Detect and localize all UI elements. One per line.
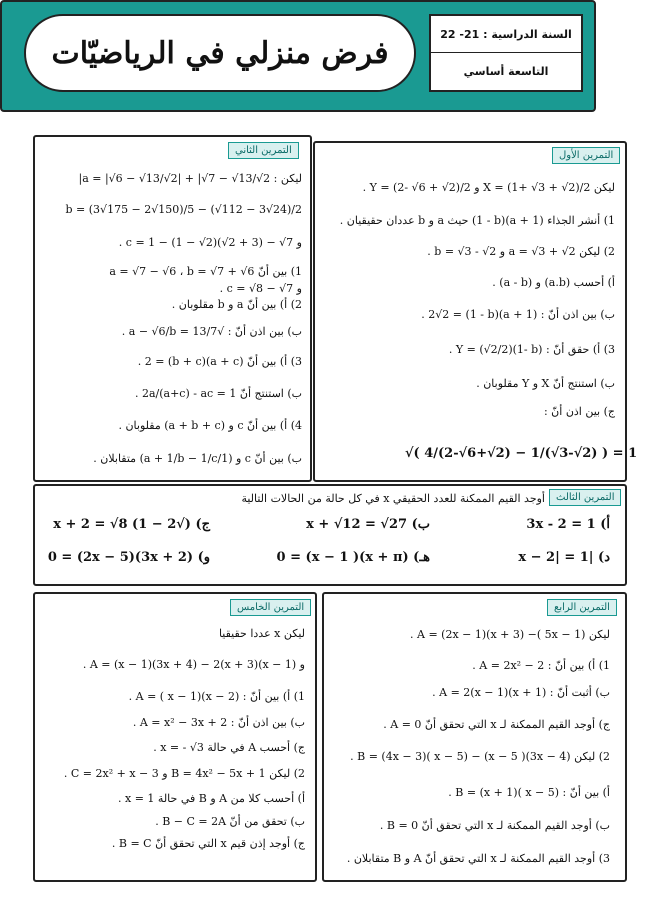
ex5-line-1: ليكن x عددا حقيقيا xyxy=(218,627,305,640)
ex5-line-4: ب) بين اذن أنّ : A = x² − 3x + 2 . xyxy=(132,716,305,729)
exercise-2-tag: التمرين الثاني xyxy=(228,142,299,159)
ex1-line-3: 2) ليكن a = √3 + √2 و b = √3 - √2 . xyxy=(427,245,615,258)
ex3-item-a: أ) 3x - 2 = 1 xyxy=(526,517,610,532)
ex4-line-2: 1) أ) بين أنّ : A = 2x² − 2 . xyxy=(472,659,610,672)
ex4-line-3: ب) أثبت أنّ : A = 2(x − 1)(x + 1) . xyxy=(432,686,610,699)
ex2-line-7: ب) بين اذن أنّ : √7/a − √6/b = 13 . xyxy=(121,325,302,338)
ex3-item-f: و) (3x + 2)(2x − 5) = 0 xyxy=(47,550,210,565)
ex2-line-4: 1) بين أنّ a = √7 − √6 ، b = √7 + √6 xyxy=(109,265,302,278)
ex3-item-b: ب) x + √12 = √27 xyxy=(306,517,430,532)
ex3-item-c: ج) (√2 − 1) x + 2 = √8 xyxy=(53,517,210,532)
ex2-line-9: ب) استنتج أنّ 2a/(a+c) - ac = 1 . xyxy=(134,387,302,400)
ex5-line-5: ج) أحسب A في حالة x = - √3 . xyxy=(153,741,305,754)
ex1-line-1: ليكن X = (1+ √3 + √2)/2 و Y = (2- √6 + √2)/2 . xyxy=(362,181,615,194)
ex4-line-7: ب) أوجد القيم الممكنة لـ x التي تحقق أنّ B = 0 . xyxy=(379,819,610,832)
ex1-line-7: ب) استنتج أنّ X و Y مقلوبان . xyxy=(476,377,615,390)
ex2-line-8: 3) أ) بين أنّ (a + c)(b + c) = 2 . xyxy=(137,355,302,368)
page-title: فرض منزلي في الرياضيّات xyxy=(51,35,389,71)
ex3-item-d: د) |x − 2| = 1 xyxy=(518,550,610,565)
ex5-line-7: أ) أحسب كلا من A و B في حالة x = 1 . xyxy=(118,792,305,805)
ex2-line-2: b = (3√175 − 2√150)/5 − (√112 − 3√24)/2 xyxy=(65,203,302,216)
ex2-line-1: ليكن : a = |√6 − √13/√2| + |√7 − √13/√2| xyxy=(78,172,302,185)
ex2-line-10: 4) أ) بين أنّ c و (a + b + c) مقلوبان . xyxy=(118,419,302,432)
ex4-line-6: أ) بين أنّ : B = (x + 1)( x − 5) . xyxy=(448,786,610,799)
info-box xyxy=(429,14,583,92)
header-banner xyxy=(0,0,596,112)
ex5-line-6: 2) ليكن B = 4x² − 5x + 1 و C = 2x² + x − 3 . xyxy=(63,767,305,780)
ex1-line-8: ج) بين اذن أنّ : xyxy=(543,405,615,418)
ex4-line-5: 2) ليكن B = (4x − 3)( x − 5) − (x − 5 )(3x − 4) . xyxy=(350,750,610,763)
ex5-line-9: ج) أوجد إذن قيم x التي تحقق أنّ B = C . xyxy=(111,837,305,850)
exercise-5-tag: التمرين الخامس xyxy=(230,599,311,616)
ex5-line-2: و A = (x − 1)(3x + 4) − 2(x + 3)(x − 1) . xyxy=(82,658,305,671)
ex2-line-5: و c = √8 − √7 . xyxy=(219,282,302,295)
ex1-line-2: 1) أنشر الجذاء (a + 1)(1 - b) حيث a و b عددان حقيقيان . xyxy=(339,214,615,227)
ex4-line-4: ج) أوجد القيم الممكنة لـ x التي تحقق أنّ A = 0 . xyxy=(383,718,610,731)
ex1-line-5: ب) بين اذن أنّ : (a + 1)(1 - b) = 2√2 . xyxy=(421,308,615,321)
title-box xyxy=(24,14,416,92)
ex1-line-6: 3) أ) حقق أنّ : Y = (√2/2)(1- b) . xyxy=(448,343,615,356)
ex4-line-1: ليكن A = (2x − 1)(x + 3) −( 5x − 1) . xyxy=(410,628,610,641)
exercise-1-tag: التمرين الأول xyxy=(552,147,620,164)
ex2-line-6: 2) أ) بين أنّ a و b مقلوبان . xyxy=(171,298,302,311)
exercise-3-tag: التمرين الثالث xyxy=(549,489,621,506)
ex1-line-4: أ) أحسب (a.b) و (a - b) . xyxy=(492,276,615,289)
exercise-4-tag: التمرين الرابع xyxy=(547,599,617,616)
ex4-line-8: 3) أوجد القيم الممكنة لـ x التي تحقق أنّ A و B متقابلان . xyxy=(346,852,610,865)
ex2-line-11: ب) بين أنّ c و (1/a + 1/b − 1/c) متقابلان . xyxy=(93,452,302,465)
ex5-line-8: ب) تحقق من أنّ B − C = 2A . xyxy=(155,815,305,828)
ex1-line-9: √( 4/(2-√6+√2) − 1/(√3-√2) ) = 1 xyxy=(405,446,638,461)
ex2-line-3: و c = 1 − (1 − √2)(√2 + 3) − √7 . xyxy=(118,236,302,249)
ex5-line-3: 1) أ) بين أنّ : A = ( x − 1)(x − 2) . xyxy=(128,690,305,703)
ex3-item-e: هـ) (x + π)( x − 1) = 0 xyxy=(276,550,430,565)
class-level: التاسعة أساسي xyxy=(463,64,549,78)
school-year: السنة الدراسية : 21- 22 xyxy=(431,16,581,53)
ex3-intro: أوجد القيم الممكنة للعدد الحقيقي x في كل حالة من الحالات التالية xyxy=(241,492,545,505)
